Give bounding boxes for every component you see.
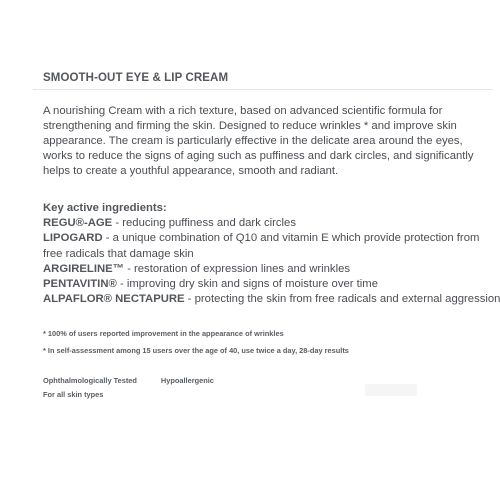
ingredient-item <box>43 292 500 307</box>
ingredient-desc: - reducing puffiness and dark circles <box>112 217 296 230</box>
footnote: * In self-assessment among 15 users over the age of 40, use twice a day, 28-day results <box>43 346 349 355</box>
badge-row <box>43 388 214 402</box>
ingredient-desc: - improving dry skin and signs of moisture over time <box>116 278 378 291</box>
intro-line: A nourishing Cream with a rich texture, based on advanced scientific formula for <box>43 105 443 117</box>
ingredient-desc: - restoration of expression lines and wrinkles <box>123 262 351 275</box>
intro-line: strengthening and firming the skin. Designed to reduce wrinkles * and improve skin <box>43 120 457 132</box>
ingredient-desc: - protecting the skin from free radicals and external aggression <box>184 293 500 306</box>
ingredient-name: ARGIRELINE™ <box>43 262 124 275</box>
intro-line: works to reduce the signs of aging such as puffiness and dark circles, and significantly <box>43 150 474 162</box>
hypoallergenic-badge: Hypoallergenic <box>160 376 214 385</box>
footnotes <box>43 325 349 359</box>
ingredient-item <box>43 216 500 231</box>
watermark-logo <box>363 380 419 400</box>
ingredient-desc: - a unique combination of Q10 and vitamin E which provide protection from <box>102 232 480 245</box>
product-title: SMOOTH-OUT EYE & LIP CREAM <box>43 72 229 84</box>
ingredient-item <box>43 262 500 277</box>
skin-types-badge: For all skin types <box>43 390 104 399</box>
intro-line: helps to create a youthful appearance, smooth and radiant. <box>43 165 339 177</box>
ingredient-item <box>43 231 500 246</box>
product-intro <box>43 104 498 179</box>
ingredients-section <box>43 201 500 307</box>
ophthalmologically-tested-badge: Ophthalmologically Tested <box>43 376 137 385</box>
footnote: * 100% of users reported improvement in the appearance of wrinkles <box>43 329 284 338</box>
title-divider <box>33 89 493 90</box>
ingredient-name: LIPOGARD <box>43 232 103 245</box>
ingredients-heading: Key active ingredients: <box>43 202 167 214</box>
intro-line: appearance. The cream is particularly effective in the delicate area around the eyes, <box>43 135 463 147</box>
ingredient-desc: free radicals that damage skin <box>43 247 194 260</box>
ingredient-name: ALPAFLOR® NECTAPURE <box>43 293 185 306</box>
ingredient-item <box>43 277 500 292</box>
ingredient-name: PENTAVITIN® <box>43 278 117 291</box>
ingredient-item <box>43 247 500 262</box>
ingredient-name: REGU®-AGE <box>43 217 113 230</box>
product-badges <box>43 374 214 402</box>
badge-row <box>43 374 214 388</box>
